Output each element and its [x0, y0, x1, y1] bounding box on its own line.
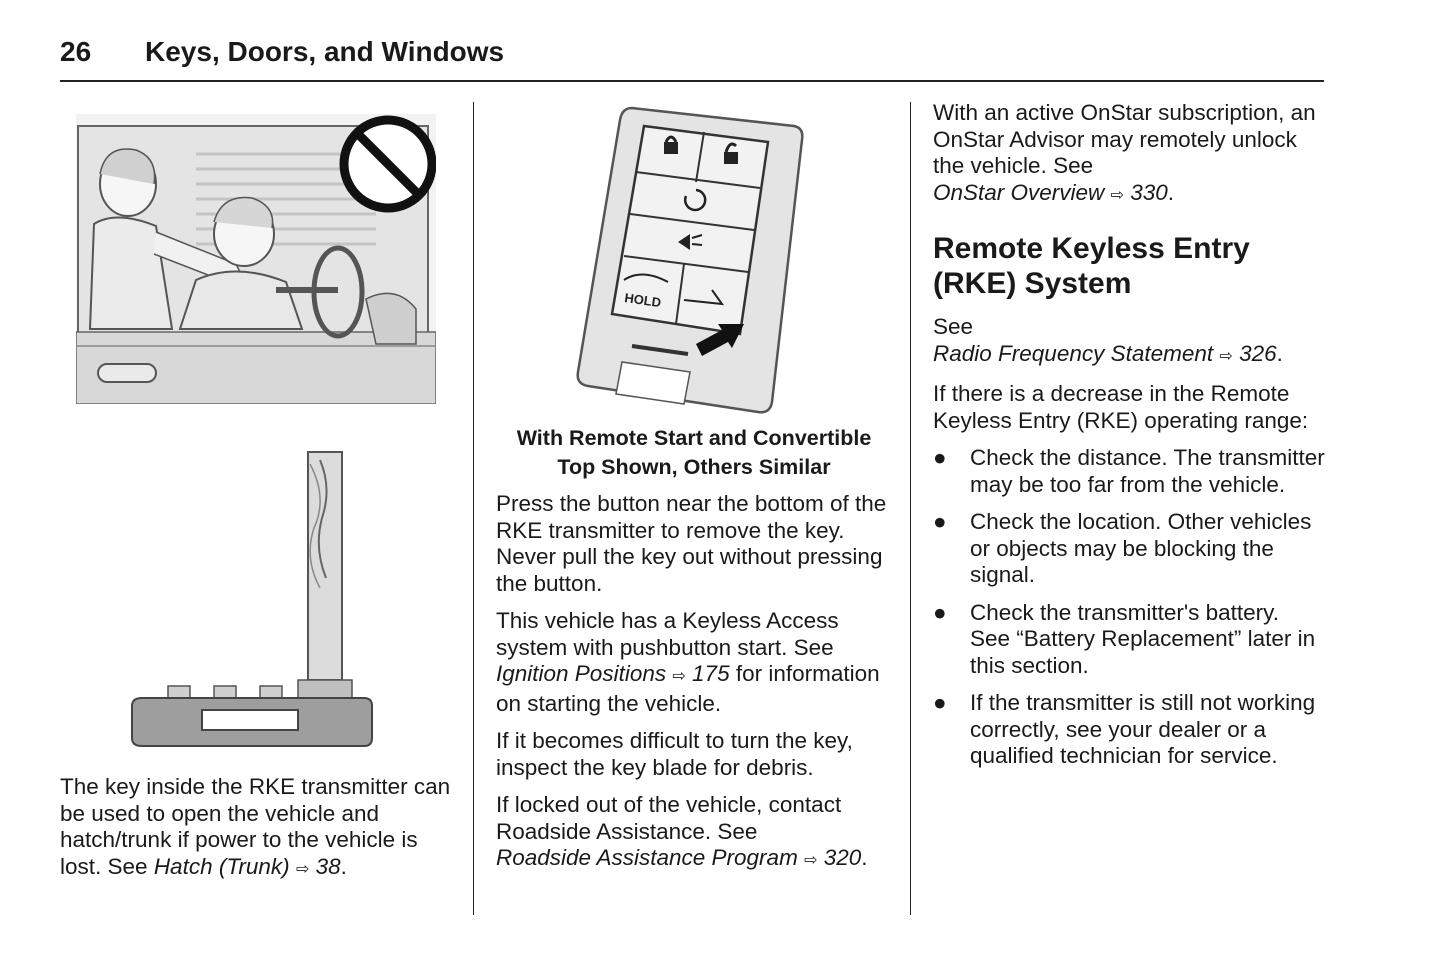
roadside-assistance-ref[interactable]: Roadside Assistance Program ⇨ 320 [496, 845, 862, 870]
page-ref-arrow-icon: ⇨ [1110, 186, 1124, 204]
middle-column [496, 424, 892, 886]
bullet-icon: ● [933, 690, 947, 715]
key-fob-illustration [572, 104, 808, 418]
keyless-access-paragraph: This vehicle has a Keyless Access system with pushbutton start. See Ignition Positions ⇨ 175 for information on starting the vehicle. [496, 608, 880, 716]
key-inside-paragraph: The key inside the RKE transmitter can be used to open the vehicle and hatch/trunk if power to the vehicle is lost. See Hatch (Trunk) ⇨ 38. [60, 774, 451, 879]
list-item: ● Check the distance. The transmitter may be too far from the vehicle. [933, 445, 1325, 497]
hatch-trunk-ref[interactable]: Hatch (Trunk) ⇨ 38 [153, 853, 341, 879]
list-item: ● If the transmitter is still not working correctly, see your dealer or a qualified technician for service. [933, 690, 1316, 768]
right-column [933, 100, 1325, 781]
radio-frequency-paragraph: See Radio Frequency Statement ⇨ 326. [933, 314, 1283, 366]
decrease-range-paragraph: If there is a decrease in the Remote Keyless Entry (RKE) operating range: [933, 381, 1309, 433]
rke-heading: Remote Keyless Entry (RKE) System [933, 232, 1250, 300]
list-item: ● Check the transmitter's battery. See “Battery Replacement” later in this section. [933, 599, 1316, 678]
figure-caption: With Remote Start and Convertible Top Shown, Others Similar [516, 426, 872, 479]
troubleshooting-list [933, 445, 1325, 770]
fob-hold-label: HOLD [623, 290, 663, 311]
column-divider-right [910, 102, 911, 915]
bullet-icon: ● [933, 509, 947, 534]
locked-out-paragraph: If locked out of the vehicle, contact Roadside Assistance. See Roadside Assistance Program ⇨ 320. [496, 792, 868, 870]
bullet-icon: ● [933, 445, 947, 470]
page-ref-arrow-icon: ⇨ [672, 668, 686, 685]
press-button-paragraph: Press the button near the bottom of the RKE transmitter to remove the key. Never pull the key out without pressing the button. [496, 491, 887, 596]
key-blade-illustration [128, 448, 378, 750]
page-ref-arrow-icon: ⇨ [1219, 347, 1233, 365]
difficult-key-paragraph: If it becomes difficult to turn the key, inspect the key blade for debris. [496, 728, 853, 780]
column-divider-left [473, 102, 474, 915]
section-title: Keys, Doors, and Windows [145, 36, 505, 67]
ignition-positions-ref[interactable]: Ignition Positions ⇨ 175 [496, 661, 730, 686]
radio-frequency-ref[interactable]: Radio Frequency Statement ⇨ 326 [933, 340, 1277, 366]
bullet-icon: ● [933, 599, 947, 625]
page-header [60, 34, 1324, 82]
page-ref-arrow-icon: ⇨ [804, 852, 818, 869]
children-in-car-illustration [76, 114, 436, 404]
page-number: 26 [60, 36, 92, 67]
onstar-overview-ref[interactable]: OnStar Overview ⇨ 330 [933, 179, 1168, 205]
list-item: ● Check the location. Other vehicles or objects may be blocking the signal. [933, 509, 1312, 587]
left-column [60, 774, 456, 894]
onstar-paragraph: With an active OnStar subscription, an OnStar Advisor may remotely unlock the vehicle. See OnStar Overview ⇨ 330. [933, 100, 1316, 205]
page-ref-arrow-icon: ⇨ [295, 860, 310, 878]
